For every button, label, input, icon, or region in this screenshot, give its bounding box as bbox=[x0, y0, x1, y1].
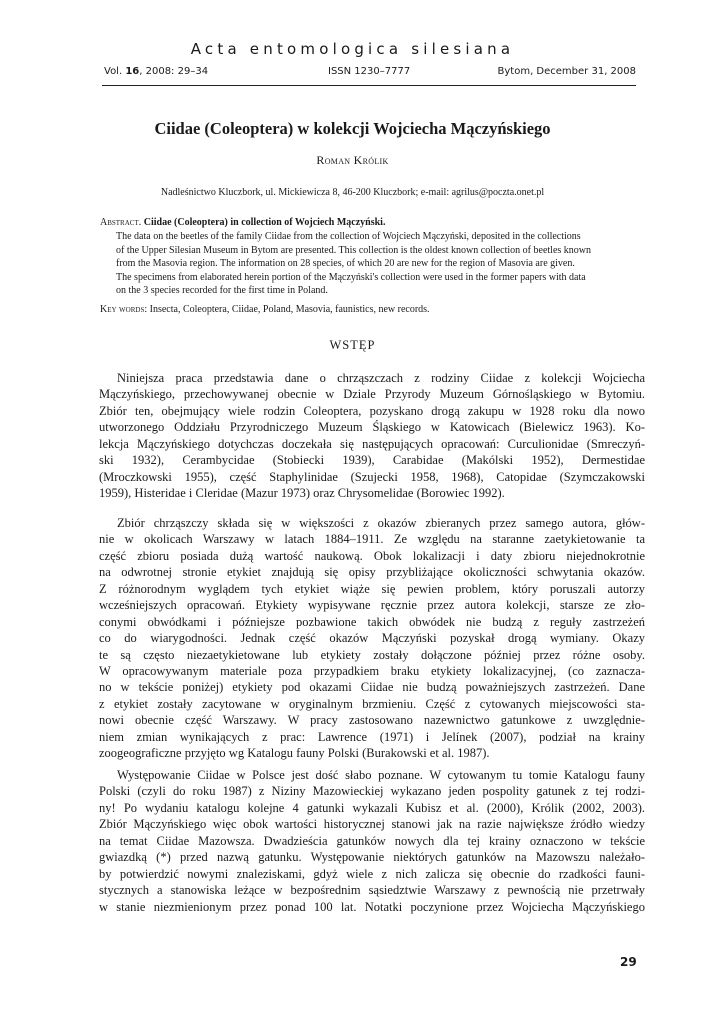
text-line: Zbiór ten, obejmujący wiele rodzin Coleoptera, pozyskano drogą zakupu w 1928 roku dla nowo bbox=[99, 403, 645, 418]
journal-title: Acta entomologica silesiana bbox=[190, 40, 515, 58]
text-line: na odwrotnej stronie etykiet znajdują się opisy przybliżające okoliczności schwytania okazów. bbox=[99, 565, 645, 580]
text-line: conymi obwódkami i późniejsze pozbawione takich obwódek nie budzą z reguły zastrzeżeń bbox=[99, 614, 645, 629]
text-line: Polski (czyli do roku 1987) z Niziny Mazowieckiej wykazano jeden pospolity gatunek z tej rodzi- bbox=[99, 784, 645, 799]
text-line: ski 1932), Cerambycidae (Stobiecki 1939), Carabidae (Makólski 1952), Dermestidae bbox=[99, 453, 645, 468]
volume-number: 16 bbox=[125, 66, 140, 77]
text-line: Niniejsza praca przedstawia dane o chrząszczach z rodziny Ciidae z kolekcji Wojciecha bbox=[117, 371, 645, 385]
author-name: Roman Królik bbox=[316, 153, 389, 167]
text-line: te są często niezaetykietowane lub etykiety zostały dołączone później przez różne osoby. bbox=[99, 647, 645, 662]
text-line: gwiazdką (*) przed nazwą gatunku. Występowanie niektórych gatunków na Mazowszu należało- bbox=[99, 850, 645, 865]
volume-info bbox=[104, 66, 208, 77]
text-line: 1959), Histeridae i Cleridae (Mazur 1973) oraz Chrysomelidae (Borowiec 1992). bbox=[99, 486, 505, 501]
text-line: utworzonego Oddziału Przyrodniczego Muzeum Śląskiego w Katowicach (Bielewicz 1963). Ko- bbox=[99, 420, 645, 435]
issn: ISSN 1230–7777 bbox=[328, 66, 411, 77]
keywords bbox=[100, 303, 645, 317]
paragraph-3 bbox=[99, 767, 645, 915]
paragraph-2 bbox=[99, 515, 645, 762]
keywords-text: Insecta, Coleoptera, Ciidae, Poland, Masovia, faunistics, new records. bbox=[149, 304, 430, 315]
abstract-line: of the Upper Silesian Museum in Bytom are presented. This collection is the oldest known collection of beetles known bbox=[116, 244, 591, 256]
abstract-body bbox=[116, 230, 645, 298]
text-line: na temat Ciidae Mazowsza. Dwadzieścia gatunków nowych dla tej krainy oznaczono w tekście bbox=[99, 833, 645, 848]
abstract-line: The specimens from elaborated herein portion of the Mączyński's collection were used in the former papers with data bbox=[116, 271, 586, 283]
abstract-label: Abstract. bbox=[100, 217, 142, 228]
paragraph-1 bbox=[99, 370, 645, 502]
text-line: by potwierdzić nowymi znaleziskami, gdyż wiele z nich zalicza się obecnie do rzadkości fauni- bbox=[99, 866, 645, 881]
abstract-line: from the Masovia region. The information on 28 species, of which 20 are new for the region of Masovia are given. bbox=[116, 258, 575, 269]
text-line: ny! Po wydaniu katalogu kolejne 4 gatunki wykazali Kubisz et al. (2000), Królik (2002, 2003). bbox=[99, 800, 645, 815]
text-line: Występowanie Ciidae w Polsce jest dość słabo poznane. W cytowanym tu tomie Katalogu fauny bbox=[117, 768, 645, 782]
text-line: W opracowywanym materiale poza przypadkiem braku etykiety lokalizacyjnej, (co zaznacza- bbox=[99, 663, 645, 678]
section-heading: WSTĘP bbox=[329, 338, 376, 352]
abstract-line: The data on the beetles of the family Ciidae from the collection of Wojciech Mączyński, deposited in the collections bbox=[116, 231, 581, 242]
abstract-heading bbox=[100, 216, 645, 230]
year-pages: , 2008: 29–34 bbox=[139, 66, 209, 77]
text-line: Mączyńskiego, przechowywanej obecnie w Dziale Przyrody Muzeum Górnośląskiego w Bytomiu. bbox=[99, 387, 645, 402]
text-line: w stanie niezmienionym przez ponad 100 lat. Notatki poczynione przez Wojciecha Mączyńskiego bbox=[99, 899, 645, 914]
text-line: Z różnorodnym wyglądem tych etykiet wiąże się pewien problem, który poruszali autorzy bbox=[99, 581, 645, 596]
abstract-line: on the 3 species recorded for the first time in Poland. bbox=[116, 285, 328, 296]
text-line: wcześniejszych opracowań. Etykiety wypisywane ręcznie przez autora kolekcji, starsze ze zło- bbox=[99, 598, 645, 613]
text-line: z etykiet zostały zacytowane w oryginalnym brzmieniu. Część z cytowanych miejscowości sta- bbox=[99, 696, 645, 711]
text-line: nie w okolicach Warszawy w latach 1884–1911. Ze względu na staranne zaetykietowanie ta bbox=[99, 532, 645, 547]
text-line: niem zmian wynikających z prac: Lawrence (1971) i Jelínek (2007), podział na krainy bbox=[99, 729, 645, 744]
text-line: no w tekście poniżej) etykiety pod okazami Ciidae nie budzą poważniejszych zastrzeżeń. Dane bbox=[99, 680, 645, 695]
volume-label: Vol. bbox=[104, 66, 123, 77]
article-title: Ciidae (Coleoptera) w kolekcji Wojciecha Mączyńskiego bbox=[154, 119, 551, 138]
text-line: część zbioru posiada dużą wartość naukową. Obok lokalizacji i daty zbioru niejednokrotnie bbox=[99, 548, 645, 563]
header-rule bbox=[102, 85, 636, 86]
place-date: Bytom, December 31, 2008 bbox=[497, 66, 636, 77]
text-line: (Mroczkowski 1955), część Staphylinidae (Szujecki 1958, 1968), Catopidae (Szymczakowski bbox=[99, 469, 645, 484]
text-line: co do wiarygodności. Jednak część okazów Mączyński pozyskał drogą wymiany. Okazy bbox=[99, 631, 645, 646]
text-line: stycznych a stanowiska leżące w bezpośrednim sąsiedztwie Warszawy z pewnością nie przetrwały bbox=[99, 883, 645, 898]
abstract-title: Ciidae (Coleoptera) in collection of Wojciech Mączyński. bbox=[143, 217, 386, 228]
issue-info bbox=[104, 66, 636, 82]
keywords-label: Key words: bbox=[100, 304, 148, 315]
text-line: lekcja Mączyńskiego dotychczas doczekała się następujących opracowań: Curculionidae (Smreczyń- bbox=[99, 436, 645, 451]
text-line: zoogeograficzne przyjęto wg Katalogu fauny Polski (Burakowski et al. 1987). bbox=[99, 746, 490, 761]
text-line: Zbiór chrząszczy składa się w większości z okazów zbieranych przez samego autora, głów- bbox=[117, 516, 645, 530]
author-affiliation: Nadleśnictwo Kluczbork, ul. Mickiewicza 8, 46-200 Kluczbork; e-mail: agrilus@poczta.onet.pl bbox=[160, 187, 545, 198]
text-line: Zbiór Mączyńskiego więc obok wartości historycznej stanowi jak na razie największe źródło wiedzy bbox=[99, 817, 645, 832]
page-number: 29 bbox=[620, 955, 637, 969]
text-line: nowi obecnie część Warszawy. W pracy zastosowano nazewnictwo gatunkowe z uwzględnie- bbox=[99, 713, 645, 728]
